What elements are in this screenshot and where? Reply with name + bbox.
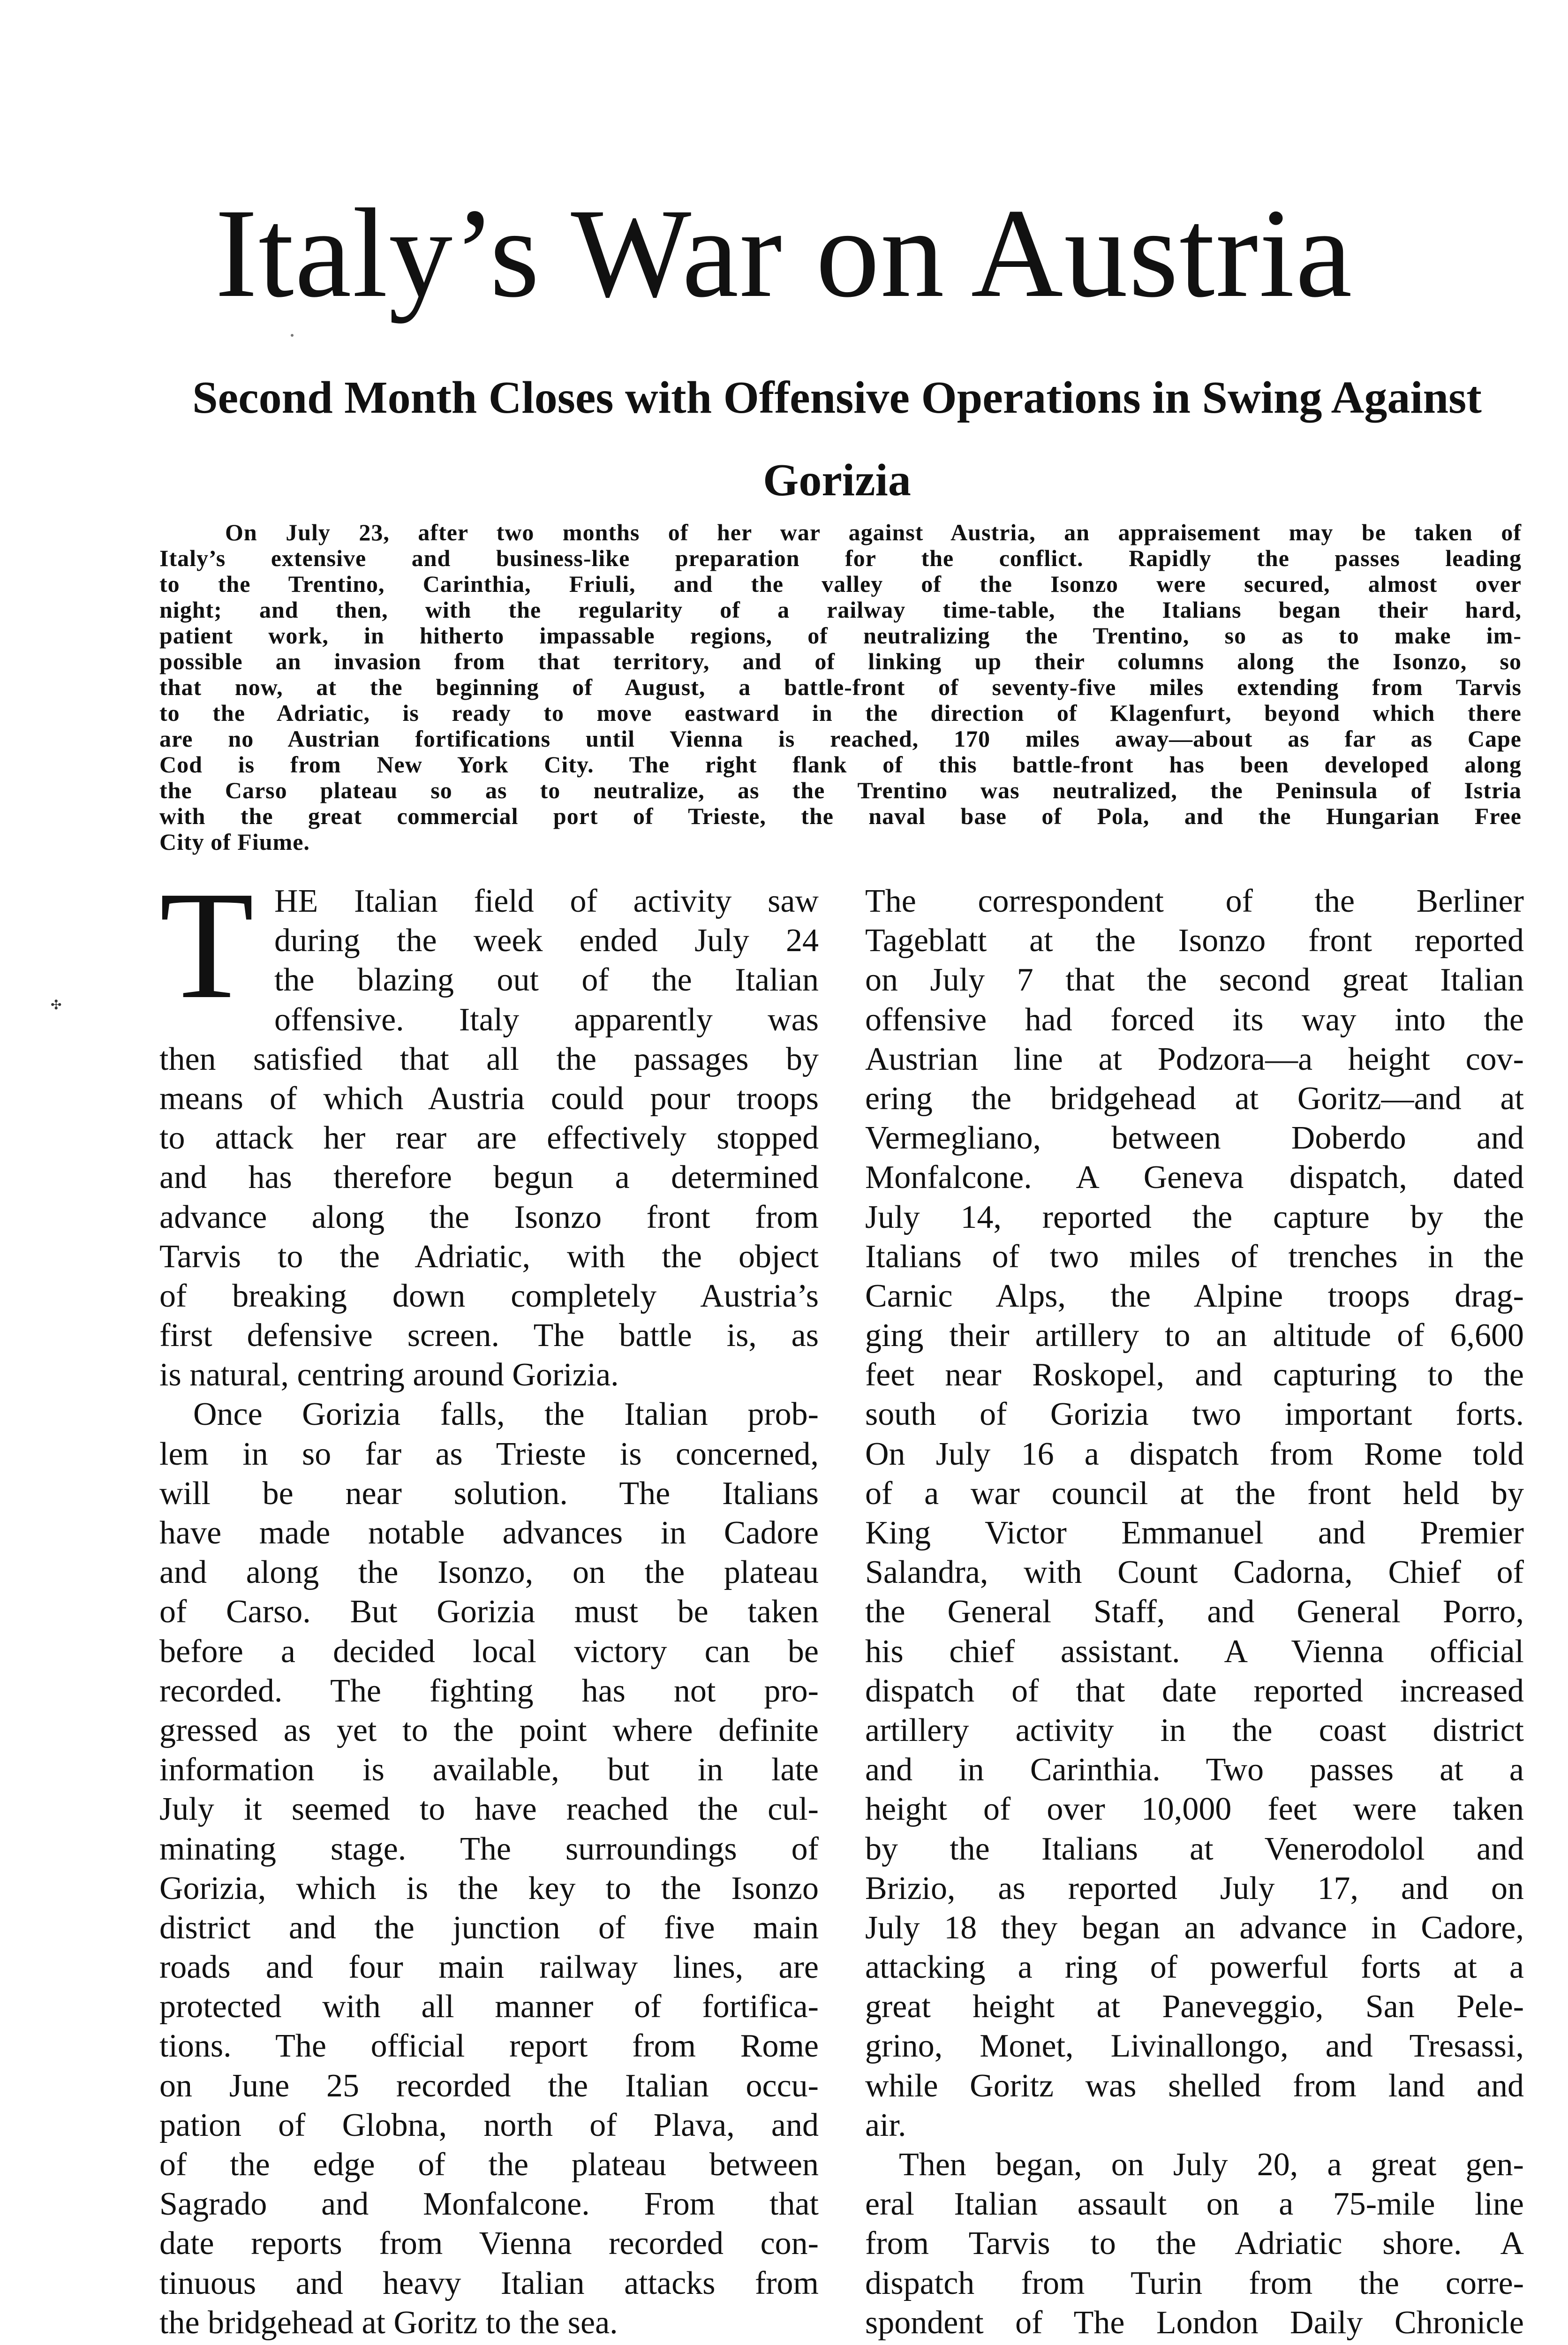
right-column-line: eral Italian assault on a 75-mile line bbox=[865, 2186, 1524, 2223]
print-speck bbox=[291, 334, 294, 337]
left-column-line: during the week ended July 24 bbox=[274, 923, 819, 959]
right-column-line: great height at Paneveggio, San Pele- bbox=[865, 1989, 1524, 2025]
left-column-line: Sagrado and Monfalcone. From that bbox=[159, 2186, 819, 2223]
margin-mark: ✣ bbox=[51, 998, 62, 1013]
left-column-line: of the edge of the plateau between bbox=[159, 2147, 819, 2183]
left-column-line: district and the junction of five main bbox=[159, 1909, 819, 1946]
intro-summary bbox=[159, 520, 1522, 855]
right-column-line: feet near Roskopel, and capturing to the bbox=[865, 1357, 1524, 1393]
right-column-line: On July 16 a dispatch from Rome told bbox=[865, 1436, 1524, 1472]
right-column-line: dispatch of that date reported increased bbox=[865, 1672, 1524, 1709]
left-column-line: recorded. The fighting has not pro- bbox=[159, 1672, 819, 1709]
left-column-line: the blazing out of the Italian bbox=[274, 962, 819, 999]
intro-line: possible an invasion from that territory, and of linking up their columns along the Isonzo, so bbox=[159, 649, 1522, 674]
right-column-line: King Victor Emmanuel and Premier bbox=[865, 1515, 1524, 1551]
right-column-line: south of Gorizia two important forts. bbox=[865, 1396, 1524, 1433]
left-column bbox=[159, 860, 819, 2343]
left-column-line: of Carso. But Gorizia must be taken bbox=[159, 1594, 819, 1630]
right-column-line: Vermegliano, between Doberdo and bbox=[865, 1120, 1524, 1157]
right-column bbox=[865, 882, 1524, 2343]
right-column-line: Then began, on July 20, a great gen- bbox=[899, 2147, 1524, 2183]
right-column-line: his chief assistant. A Vienna official bbox=[865, 1633, 1524, 1670]
left-column-line: first defensive screen. The battle is, as bbox=[159, 1317, 819, 1354]
left-column-line: on June 25 recorded the Italian occu- bbox=[159, 2067, 819, 2104]
left-column-line: the bridgehead at Goritz to the sea. bbox=[159, 2304, 618, 2341]
right-column-line: attacking a ring of powerful forts at a bbox=[865, 1949, 1524, 1986]
left-column-line: tions. The official report from Rome bbox=[159, 2028, 819, 2065]
left-column-line: lem in so far as Trieste is concerned, bbox=[159, 1436, 819, 1472]
intro-line: with the great commercial port of Trieste, the naval base of Pola, and the Hungarian Free bbox=[159, 803, 1522, 829]
left-column-line: is natural, centring around Gorizia. bbox=[159, 1357, 619, 1393]
right-column-line: Tageblatt at the Isonzo front reported bbox=[865, 923, 1524, 959]
left-column-line: means of which Austria could pour troops bbox=[159, 1080, 819, 1117]
right-column-line: Carnic Alps, the Alpine troops drag- bbox=[865, 1278, 1524, 1314]
right-column-line: Italians of two miles of trenches in the bbox=[865, 1238, 1524, 1275]
right-column-line: of a war council at the front held by bbox=[865, 1475, 1524, 1512]
intro-line: to the Adriatic, is ready to move eastward in the direction of Klagenfurt, beyond which there bbox=[159, 700, 1522, 726]
intro-line: City of Fiume. bbox=[159, 829, 310, 855]
right-column-line: dispatch from Turin from the corre- bbox=[865, 2265, 1524, 2301]
intro-line: Italy’s extensive and business-like preparation for the conflict. Rapidly the passes leading bbox=[159, 545, 1522, 571]
right-column-line: Austrian line at Podzora—a height cov- bbox=[865, 1041, 1524, 1077]
left-column-line: date reports from Vienna recorded con- bbox=[159, 2225, 819, 2262]
right-column-line: Salandra, with Count Cadorna, Chief of bbox=[865, 1554, 1524, 1591]
intro-line: Cod is from New York City. The right flank of this battle-front has been developed along bbox=[159, 752, 1522, 778]
right-column-line: offensive had forced its way into the bbox=[865, 1001, 1524, 1038]
left-column-line: roads and four main railway lines, are bbox=[159, 1949, 819, 1986]
right-column-line: July 18 they began an advance in Cadore, bbox=[865, 1909, 1524, 1946]
intro-line: night; and then, with the regularity of a railway time-table, the Italians began their hard, bbox=[159, 597, 1522, 623]
right-column-line: air. bbox=[865, 2107, 906, 2143]
left-column-line: and has therefore begun a determined bbox=[159, 1159, 819, 1196]
right-column-line: The correspondent of the Berliner bbox=[865, 883, 1524, 919]
left-column-line: then satisfied that all the passages by bbox=[159, 1041, 819, 1077]
article-title: Italy’s War on Austria bbox=[215, 182, 1353, 324]
right-column-line: ering the bridgehead at Goritz—and at bbox=[865, 1080, 1524, 1117]
left-column-line: have made notable advances in Cadore bbox=[159, 1515, 819, 1551]
left-column-line: minating stage. The surroundings of bbox=[159, 1831, 819, 1867]
right-column-line: artillery activity in the coast district bbox=[865, 1712, 1524, 1748]
intro-line: patient work, in hitherto impassable regions, of neutralizing the Trentino, so as to make im- bbox=[159, 623, 1522, 649]
right-column-line: height of over 10,000 feet were taken bbox=[865, 1791, 1524, 1828]
drop-cap: T bbox=[159, 860, 254, 1031]
left-column-line: information is available, but in late bbox=[159, 1752, 819, 1788]
left-column-line: July it seemed to have reached the cul- bbox=[159, 1791, 819, 1828]
right-column-line: Brizio, as reported July 17, and on bbox=[865, 1870, 1524, 1906]
right-column-line: grino, Monet, Livinallongo, and Tresassi, bbox=[865, 2028, 1524, 2065]
intro-line: are no Austrian fortifications until Vienna is reached, 170 miles away—about as far as Cape bbox=[159, 726, 1522, 752]
left-column-line: advance along the Isonzo front from bbox=[159, 1199, 819, 1235]
intro-line: the Carso plateau so as to neutralize, as the Trentino was neutralized, the Peninsula of Istria bbox=[159, 778, 1522, 803]
left-column-line: offensive. Italy apparently was bbox=[274, 1001, 819, 1038]
left-column-line: of breaking down completely Austria’s bbox=[159, 1278, 819, 1314]
left-column-line: to attack her rear are effectively stopped bbox=[159, 1120, 819, 1157]
right-column-line: from Tarvis to the Adriatic shore. A bbox=[865, 2225, 1524, 2262]
left-column-line: gressed as yet to the point where definite bbox=[159, 1712, 819, 1748]
right-column-line: and in Carinthia. Two passes at a bbox=[865, 1752, 1524, 1788]
intro-line: On July 23, after two months of her war against Austria, an appraisement may be taken of bbox=[225, 520, 1522, 545]
left-column-line: will be near solution. The Italians bbox=[159, 1475, 819, 1512]
left-column-line: HE Italian field of activity saw bbox=[274, 883, 819, 919]
left-column-line: Once Gorizia falls, the Italian prob- bbox=[193, 1396, 819, 1433]
right-column-line: ging their artillery to an altitude of 6,600 bbox=[865, 1317, 1524, 1354]
left-column-line: protected with all manner of fortifica- bbox=[159, 1989, 819, 2025]
right-column-line: while Goritz was shelled from land and bbox=[865, 2067, 1524, 2104]
left-column-line: before a decided local victory can be bbox=[159, 1633, 819, 1670]
right-column-line: spondent of The London Daily Chronicle bbox=[865, 2304, 1524, 2341]
right-column-line: by the Italians at Venerodolol and bbox=[865, 1831, 1524, 1867]
right-column-line: Monfalcone. A Geneva dispatch, dated bbox=[865, 1159, 1524, 1196]
intro-line: that now, at the beginning of August, a battle-front of seventy-five miles extending from Tarvis bbox=[159, 674, 1522, 700]
right-column-line: July 14, reported the capture by the bbox=[865, 1199, 1524, 1235]
article-subtitle: Second Month Closes with Offensive Operations in Swing Against Gorizia bbox=[192, 372, 1482, 506]
left-column-line: pation of Globna, north of Plava, and bbox=[159, 2107, 819, 2143]
left-column-line: Tarvis to the Adriatic, with the object bbox=[159, 1238, 819, 1275]
right-column-line: on July 7 that the second great Italian bbox=[865, 962, 1524, 999]
left-column-line: Gorizia, which is the key to the Isonzo bbox=[159, 1870, 819, 1906]
left-column-line: and along the Isonzo, on the plateau bbox=[159, 1554, 819, 1591]
intro-line: to the Trentino, Carinthia, Friuli, and the valley of the Isonzo were secured, almost over bbox=[159, 571, 1522, 597]
right-column-line: the General Staff, and General Porro, bbox=[865, 1594, 1524, 1630]
left-column-line: tinuous and heavy Italian attacks from bbox=[159, 2265, 819, 2301]
